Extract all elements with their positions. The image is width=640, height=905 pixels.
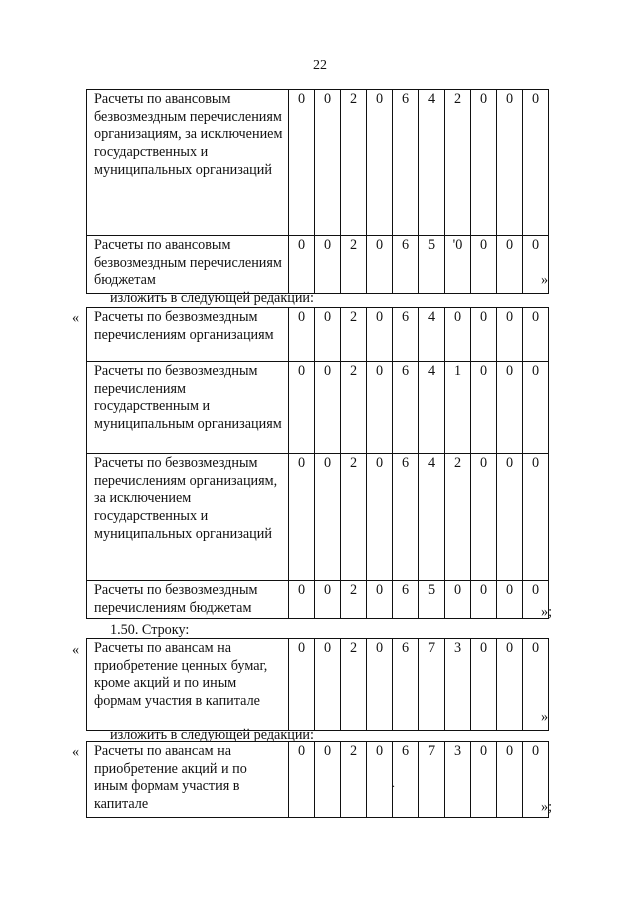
digit-cell: 4	[419, 362, 445, 454]
digit-cell: 0	[289, 742, 315, 818]
digit-cell: 0	[367, 454, 393, 581]
digit-cell: 0	[471, 90, 497, 236]
code-table-d	[86, 741, 549, 818]
digit-cell: 0	[289, 308, 315, 362]
digit-cell: 0	[445, 308, 471, 362]
digit-cell: 0	[523, 90, 549, 236]
digit-cell: '0	[445, 236, 471, 294]
row-name: Расчеты по авансам на приобретение акций и по иным формам участия в капитале	[87, 742, 289, 818]
digit-cell: 6	[393, 362, 419, 454]
digit-cell: 6	[393, 308, 419, 362]
closing-quote: »;	[541, 799, 553, 815]
digit-cell: 0	[497, 90, 523, 236]
digit-cell: 0	[497, 236, 523, 294]
table-row	[87, 581, 549, 619]
digit-cell: 0	[497, 362, 523, 454]
item-label: 1.50. Строку:	[110, 622, 190, 638]
digit-cell: 0	[471, 639, 497, 731]
digit-cell: 0	[523, 236, 549, 294]
digit-cell: 6	[393, 581, 419, 619]
digit-cell: 0	[367, 90, 393, 236]
row-name: Расчеты по авансовым безвозмездным перечислениям бюджетам	[87, 236, 289, 294]
digit-cell: 0	[315, 454, 341, 581]
digit-cell: 4	[419, 90, 445, 236]
digit-cell: 0	[367, 362, 393, 454]
digit-cell: 2	[341, 639, 367, 731]
digit-cell: 0	[289, 362, 315, 454]
row-name: Расчеты по авансовым безвозмездным перечислениям организациям, за исключением государственных и муниципальных организаций	[87, 90, 289, 236]
digit-cell: 2	[445, 454, 471, 581]
digit-cell: 0	[315, 308, 341, 362]
digit-cell: 0	[445, 581, 471, 619]
opening-quote: «	[72, 744, 80, 760]
table-row	[87, 236, 549, 294]
digit-cell: 2	[445, 90, 471, 236]
digit-cell: 0	[471, 236, 497, 294]
closing-quote: »	[541, 709, 549, 725]
digit-cell: 6	[393, 742, 419, 818]
digit-cell: 5	[419, 236, 445, 294]
row-name: Расчеты по безвозмездным перечислениям организациям, за исключением государственных и муниципальных организаций	[87, 454, 289, 581]
digit-cell: 0	[315, 742, 341, 818]
digit-cell: 0	[315, 90, 341, 236]
table-row	[87, 308, 549, 362]
digit-cell: 0	[315, 639, 341, 731]
stray-mark: .	[392, 776, 395, 790]
digit-cell: 2	[341, 454, 367, 581]
digit-cell: 0	[497, 454, 523, 581]
digit-cell: 2	[341, 362, 367, 454]
digit-cell: 0	[471, 581, 497, 619]
digit-cell: 0	[471, 742, 497, 818]
digit-cell: 0	[289, 236, 315, 294]
digit-cell: 0	[523, 639, 549, 731]
digit-cell: 7	[419, 742, 445, 818]
digit-cell: 0	[471, 308, 497, 362]
digit-cell: 0	[367, 639, 393, 731]
opening-quote: «	[72, 310, 80, 326]
digit-cell: 4	[419, 454, 445, 581]
digit-cell: 0	[523, 362, 549, 454]
digit-cell: 6	[393, 454, 419, 581]
digit-cell: 3	[445, 742, 471, 818]
code-table-c	[86, 638, 549, 731]
digit-cell: 0	[523, 581, 549, 619]
table-row	[87, 90, 549, 236]
closing-quote: »	[541, 272, 549, 288]
digit-cell: 0	[471, 362, 497, 454]
row-name: Расчеты по безвозмездным перечислениям бюджетам	[87, 581, 289, 619]
code-table-b	[86, 307, 549, 619]
digit-cell: 0	[315, 581, 341, 619]
digit-cell: 0	[289, 639, 315, 731]
digit-cell: 0	[497, 308, 523, 362]
digit-cell: 2	[341, 742, 367, 818]
closing-quote: »;	[541, 604, 553, 620]
page-number: 22	[313, 58, 327, 73]
digit-cell: 0	[471, 454, 497, 581]
digit-cell: 0	[289, 581, 315, 619]
table-row	[87, 639, 549, 731]
digit-cell: 0	[367, 742, 393, 818]
digit-cell: 1	[445, 362, 471, 454]
table-row	[87, 362, 549, 454]
code-table-a	[86, 89, 549, 294]
digit-cell: 3	[445, 639, 471, 731]
digit-cell: 0	[315, 362, 341, 454]
digit-cell: 5	[419, 581, 445, 619]
table-row	[87, 454, 549, 581]
row-name: Расчеты по авансам на приобретение ценных бумаг, кроме акций и по иным формам участия в капитале	[87, 639, 289, 731]
digit-cell: 0	[289, 90, 315, 236]
digit-cell: 0	[497, 581, 523, 619]
digit-cell: 2	[341, 308, 367, 362]
digit-cell: 0	[315, 236, 341, 294]
digit-cell: 0	[523, 454, 549, 581]
row-name: Расчеты по безвозмездным перечислениям организациям	[87, 308, 289, 362]
instruction-phrase: изложить в следующей редакции:	[110, 727, 314, 743]
digit-cell: 6	[393, 639, 419, 731]
digit-cell: 6	[393, 236, 419, 294]
row-name: Расчеты по безвозмездным перечислениям государственным и муниципальным организациям	[87, 362, 289, 454]
digit-cell: 0	[367, 236, 393, 294]
digit-cell: 0	[367, 581, 393, 619]
digit-cell: 0	[367, 308, 393, 362]
digit-cell: 0	[497, 742, 523, 818]
digit-cell: 2	[341, 236, 367, 294]
digit-cell: 0	[523, 308, 549, 362]
digit-cell: 6	[393, 90, 419, 236]
digit-cell: 0	[497, 639, 523, 731]
digit-cell: 0	[523, 742, 549, 818]
digit-cell: 0	[289, 454, 315, 581]
opening-quote: «	[72, 642, 80, 658]
digit-cell: 2	[341, 581, 367, 619]
digit-cell: 4	[419, 308, 445, 362]
digit-cell: 2	[341, 90, 367, 236]
instruction-phrase: изложить в следующей редакции:	[110, 290, 314, 306]
table-row	[87, 742, 549, 818]
digit-cell: 7	[419, 639, 445, 731]
